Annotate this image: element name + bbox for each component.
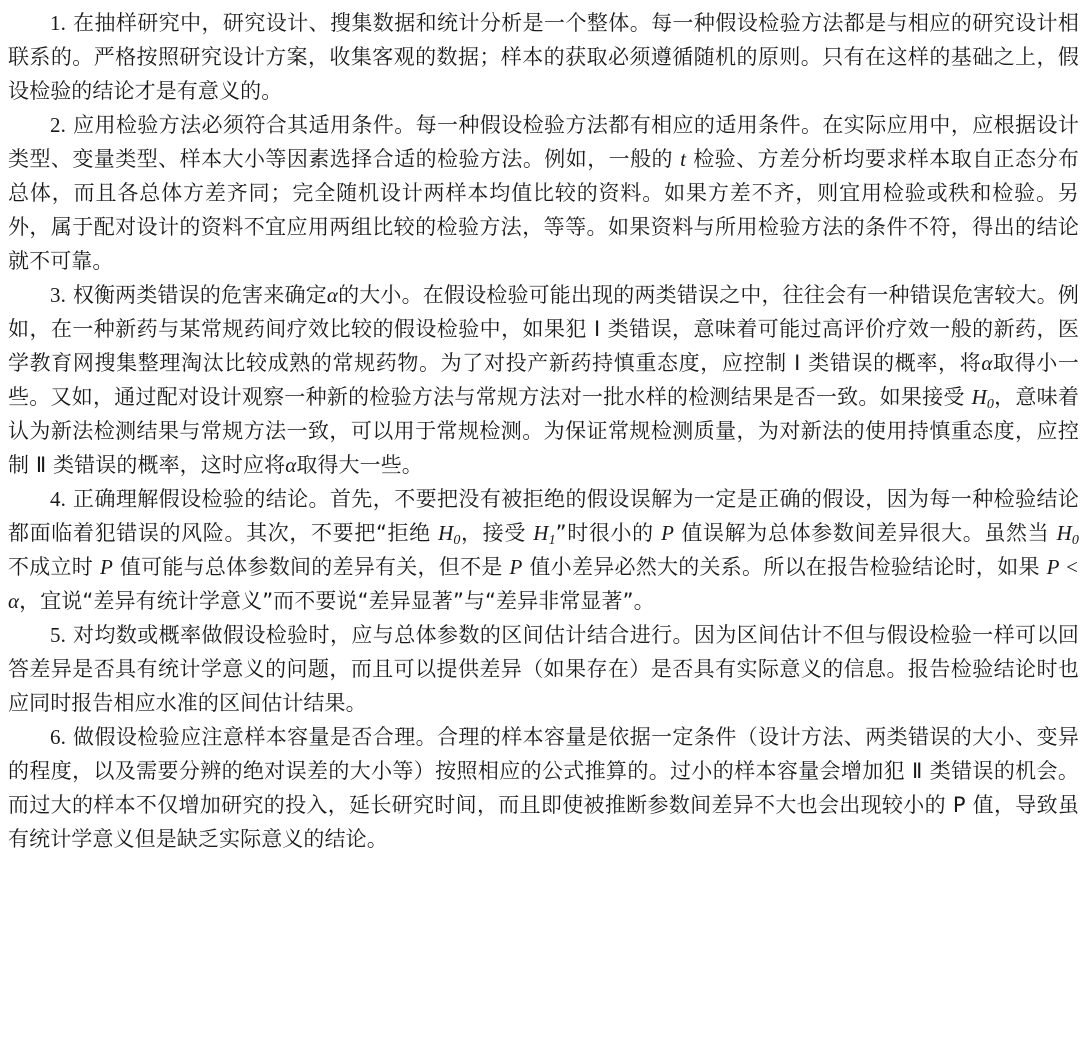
alpha-symbol: α bbox=[981, 351, 993, 375]
paragraph-number: 3. bbox=[50, 283, 66, 307]
paragraph-text: 不成立时 bbox=[8, 555, 100, 579]
paragraph-5 bbox=[8, 618, 1079, 720]
h1-symbol: $H_1$ bbox=[533, 521, 556, 548]
paragraph-text: 检验、方差分析均要求样本取自正态分布总体，而且各总体方差齐同；完全随机设计两样本均值比较的资料。如果方差不齐，则宜用检验或秩和检验。另外，属于配对设计的资料不宜应用两组比较的检验方法，等等。如果资料与所用检验方法的条件不符，得出的结论就不可靠。 bbox=[8, 147, 1079, 273]
paragraph-text: 在抽样研究中，研究设计、搜集数据和统计分析是一个整体。每一种假设检验方法都是与相应的研究设计相联系的。严格按照研究设计方案，收集客观的数据；样本的获取必须遵循随机的原则。只有在这样的基础之上，假设检验的结论才是有意义的。 bbox=[8, 11, 1079, 103]
paragraph-text: 取得小一些。又如，通过配对设计观察一种新的检验方法与常规方法对一批水样的检测结果是否一致。如果接受 bbox=[8, 351, 1079, 409]
p-symbol: P bbox=[100, 555, 113, 579]
paragraph-4 bbox=[8, 482, 1079, 618]
paragraph-text: 对均数或概率做假设检验时，应与总体参数的区间估计结合进行。因为区间估计不但与假设检验一样可以回答差异是否具有统计学意义的问题，而且可以提供差异（如果存在）是否具有实际意义的信息。报告检验结论时也应同时报告相应水准的区间估计结果。 bbox=[8, 623, 1079, 715]
paragraph-1 bbox=[8, 6, 1079, 108]
paragraph-text: 值可能与总体参数间的差异有关，但不是 bbox=[112, 555, 510, 579]
t-symbol: t bbox=[680, 147, 687, 171]
paragraph-text: ”时很小的 bbox=[555, 521, 662, 545]
paragraph-text: 取得大一些。 bbox=[296, 453, 423, 477]
h0-symbol: $H_0$ bbox=[438, 521, 461, 548]
paragraph-text: ，宜说“差异有统计学意义”而不要说“差异显著”与“差异非常显著”。 bbox=[19, 589, 655, 613]
paragraph-number: 2. bbox=[50, 113, 66, 137]
paragraph-6 bbox=[8, 720, 1079, 856]
paragraph-text: ，接受 bbox=[460, 521, 534, 545]
paragraph-number: 1. bbox=[50, 11, 66, 35]
paragraph-2 bbox=[8, 108, 1079, 278]
alpha-symbol: α bbox=[285, 453, 297, 477]
p-symbol: P bbox=[661, 521, 675, 545]
paragraph-text: 值小差异必然大的关系。所以在报告检验结论时，如果 bbox=[522, 555, 1047, 579]
paragraph-text: ，意味着认为新法检测结果与常规方法一致，可以用于常规检测。为保证常规检测质量，为对新法的使用持慎重态度，应控制 Ⅱ 类错误的概率，这时应将 bbox=[8, 385, 1079, 477]
paragraph-text: 做假设检验应注意样本容量是否合理。合理的样本容量是依据一定条件（设计方法、两类错误的大小、变异的程度，以及需要分辨的绝对误差的大小等）按照相应的公式推算的。过小的样本容量会增加犯 Ⅱ 类错误的机会。而过大的样本不仅增加研究的投入，延长研究时间，而且即使被推断参数间差异不大也会出现较小的 P 值，导致虽有统计学意义但是缺乏实际意义的结论。 bbox=[8, 725, 1079, 851]
document-page bbox=[8, 6, 1079, 856]
paragraph-text: 值误解为总体参数间差异很大。虽然当 bbox=[674, 521, 1057, 545]
p-less-than-alpha: P < α bbox=[8, 555, 1080, 613]
paragraph-text: 正确理解假设检验的结论。首先，不要把没有被拒绝的假设误解为一定是正确的假设，因为每一种检验结论都面临着犯错误的风险。其次，不要把“拒绝 bbox=[8, 487, 1079, 545]
paragraph-number: 6. bbox=[50, 725, 66, 749]
p-symbol: P bbox=[509, 555, 523, 579]
h0-symbol: $H_0$ bbox=[971, 385, 994, 412]
paragraph-number: 5. bbox=[50, 623, 66, 647]
paragraph-text: 权衡两类错误的危害来确定 bbox=[72, 283, 327, 307]
paragraph-3 bbox=[8, 278, 1079, 482]
paragraph-text: 应用检验方法必须符合其适用条件。每一种假设检验方法都有相应的适用条件。在实际应用中，应根据设计类型、变量类型、样本大小等因素选择合适的检验方法。例如，一般的 bbox=[8, 113, 1079, 171]
h0-symbol: $H_0$ bbox=[1056, 521, 1080, 548]
paragraph-text: 的大小。在假设检验可能出现的两类错误之中，往往会有一种错误危害较大。例如，在一种新药与某常规药间疗效比较的假设检验中，如果犯 Ⅰ 类错误，意味着可能过高评价疗效一般的新药，医学教育网搜集整理淘汰比较成熟的常规药物。为了对投产新药持慎重态度，应控制 Ⅰ 类错误的概率，将 bbox=[8, 283, 1080, 375]
alpha-symbol: α bbox=[326, 283, 338, 307]
paragraph-number: 4. bbox=[50, 487, 66, 511]
